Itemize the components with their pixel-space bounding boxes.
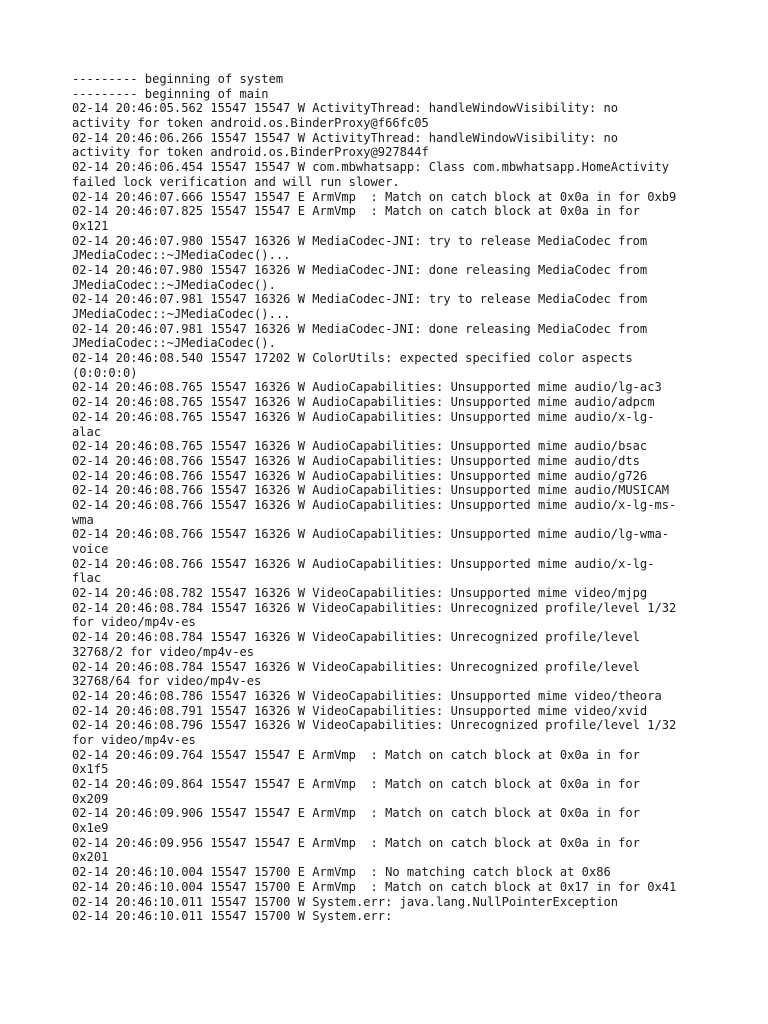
log-line: JMediaCodec::~JMediaCodec(). <box>72 336 276 351</box>
log-line: --------- beginning of main <box>72 86 269 101</box>
log-line: 0x1f5 <box>72 762 109 777</box>
log-line: 02-14 20:46:09.956 15547 15547 E ArmVmp : Match on catch block at 0x0a in for <box>72 835 640 850</box>
log-line: 02-14 20:46:07.981 15547 16326 W MediaCodec-JNI: try to release MediaCodec from <box>72 292 648 307</box>
log-line: 02-14 20:46:06.454 15547 15547 W com.mbwhatsapp: Class com.mbwhatsapp.HomeActivity <box>72 160 670 175</box>
log-line: 02-14 20:46:08.782 15547 16326 W VideoCapabilities: Unsupported mime video/mjpg <box>72 586 648 601</box>
log-line: JMediaCodec::~JMediaCodec()... <box>72 307 291 321</box>
log-line: for video/mp4v-es <box>72 615 196 630</box>
log-line: 02-14 20:46:08.791 15547 16326 W VideoCapabilities: Unsupported mime video/xvid <box>72 703 648 718</box>
log-line: wma <box>72 512 94 527</box>
log-line: (0:0:0:0) <box>72 365 138 380</box>
log-line: 02-14 20:46:08.766 15547 16326 W AudioCapabilities: Unsupported mime audio/MUSICAM <box>72 483 670 498</box>
log-text-block <box>72 72 712 924</box>
log-line: activity for token android.os.BinderProxy@f66fc05 <box>72 116 429 131</box>
log-line: 02-14 20:46:08.766 15547 16326 W AudioCapabilities: Unsupported mime audio/lg-wma- <box>72 527 670 542</box>
log-line: 02-14 20:46:08.784 15547 16326 W VideoCapabilities: Unrecognized profile/level 1/32 <box>72 600 677 615</box>
log-line: 02-14 20:46:10.011 15547 15700 W System.err: <box>72 909 393 924</box>
log-line: 02-14 20:46:08.765 15547 16326 W AudioCapabilities: Unsupported mime audio/bsac <box>72 439 648 454</box>
log-line: 02-14 20:46:07.980 15547 16326 W MediaCodec-JNI: try to release MediaCodec from <box>72 233 648 248</box>
log-line: 32768/2 for video/mp4v-es <box>72 644 255 659</box>
log-line: 02-14 20:46:08.540 15547 17202 W ColorUtils: expected specified color aspects <box>72 351 633 366</box>
log-line: 02-14 20:46:08.766 15547 16326 W AudioCapabilities: Unsupported mime audio/dts <box>72 453 640 468</box>
log-line: 02-14 20:46:10.004 15547 15700 E ArmVmp : Match on catch block at 0x17 in for 0x41 <box>72 879 677 894</box>
log-line: 02-14 20:46:08.765 15547 16326 W AudioCapabilities: Unsupported mime audio/x-lg- <box>72 409 655 424</box>
log-line: 02-14 20:46:08.766 15547 16326 W AudioCapabilities: Unsupported mime audio/x-lg-ms- <box>72 497 677 512</box>
log-line: 02-14 20:46:09.864 15547 15547 E ArmVmp : Match on catch block at 0x0a in for <box>72 777 640 791</box>
log-line: 02-14 20:46:09.764 15547 15547 E ArmVmp : Match on catch block at 0x0a in for <box>72 747 640 762</box>
log-line: 02-14 20:46:06.266 15547 15547 W ActivityThread: handleWindowVisibility: no <box>72 130 619 145</box>
log-line: 0x1e9 <box>72 821 109 836</box>
log-line: activity for token android.os.BinderProxy@927844f <box>72 145 429 160</box>
log-line: 02-14 20:46:08.766 15547 16326 W AudioCapabilities: Unsupported mime audio/g726 <box>72 468 648 483</box>
log-line: 02-14 20:46:08.784 15547 16326 W VideoCapabilities: Unrecognized profile/level <box>72 630 640 645</box>
log-line: 02-14 20:46:08.765 15547 16326 W AudioCapabilities: Unsupported mime audio/adpcm <box>72 395 655 410</box>
log-line: 02-14 20:46:07.666 15547 15547 E ArmVmp : Match on catch block at 0x0a in for 0xb9 <box>72 189 677 204</box>
log-line: voice <box>72 542 109 556</box>
log-line: 02-14 20:46:07.980 15547 16326 W MediaCodec-JNI: done releasing MediaCodec from <box>72 262 648 277</box>
log-line: 02-14 20:46:09.906 15547 15547 E ArmVmp : Match on catch block at 0x0a in for <box>72 806 640 821</box>
log-line: 02-14 20:46:08.784 15547 16326 W VideoCapabilities: Unrecognized profile/level <box>72 659 640 674</box>
log-line: flac <box>72 571 102 586</box>
log-line: 02-14 20:46:07.981 15547 16326 W MediaCodec-JNI: done releasing MediaCodec from <box>72 321 648 336</box>
log-line: alac <box>72 424 102 439</box>
log-line: 02-14 20:46:08.765 15547 16326 W AudioCapabilities: Unsupported mime audio/lg-ac3 <box>72 380 662 395</box>
log-line: 32768/64 for video/mp4v-es <box>72 674 262 689</box>
log-line: 0x121 <box>72 218 109 233</box>
log-line: 0x209 <box>72 791 109 806</box>
log-line: 02-14 20:46:07.825 15547 15547 E ArmVmp : Match on catch block at 0x0a in for <box>72 204 640 219</box>
log-line: failed lock verification and will run slower. <box>72 174 400 189</box>
log-line: 02-14 20:46:08.786 15547 16326 W VideoCapabilities: Unsupported mime video/theora <box>72 688 662 703</box>
log-line: 02-14 20:46:10.004 15547 15700 E ArmVmp : No matching catch block at 0x86 <box>72 865 611 880</box>
log-line: 02-14 20:46:08.766 15547 16326 W AudioCapabilities: Unsupported mime audio/x-lg- <box>72 556 655 571</box>
log-line: JMediaCodec::~JMediaCodec()... <box>72 248 291 263</box>
log-line: 02-14 20:46:05.562 15547 15547 W ActivityThread: handleWindowVisibility: no <box>72 101 619 116</box>
log-line: 0x201 <box>72 850 109 865</box>
log-line: for video/mp4v-es <box>72 732 196 747</box>
log-line: JMediaCodec::~JMediaCodec(). <box>72 277 276 292</box>
log-line: 02-14 20:46:08.796 15547 16326 W VideoCapabilities: Unrecognized profile/level 1/32 <box>72 718 677 733</box>
log-line: --------- beginning of system <box>72 72 284 86</box>
log-line: 02-14 20:46:10.011 15547 15700 W System.err: java.lang.NullPointerException <box>72 894 619 909</box>
